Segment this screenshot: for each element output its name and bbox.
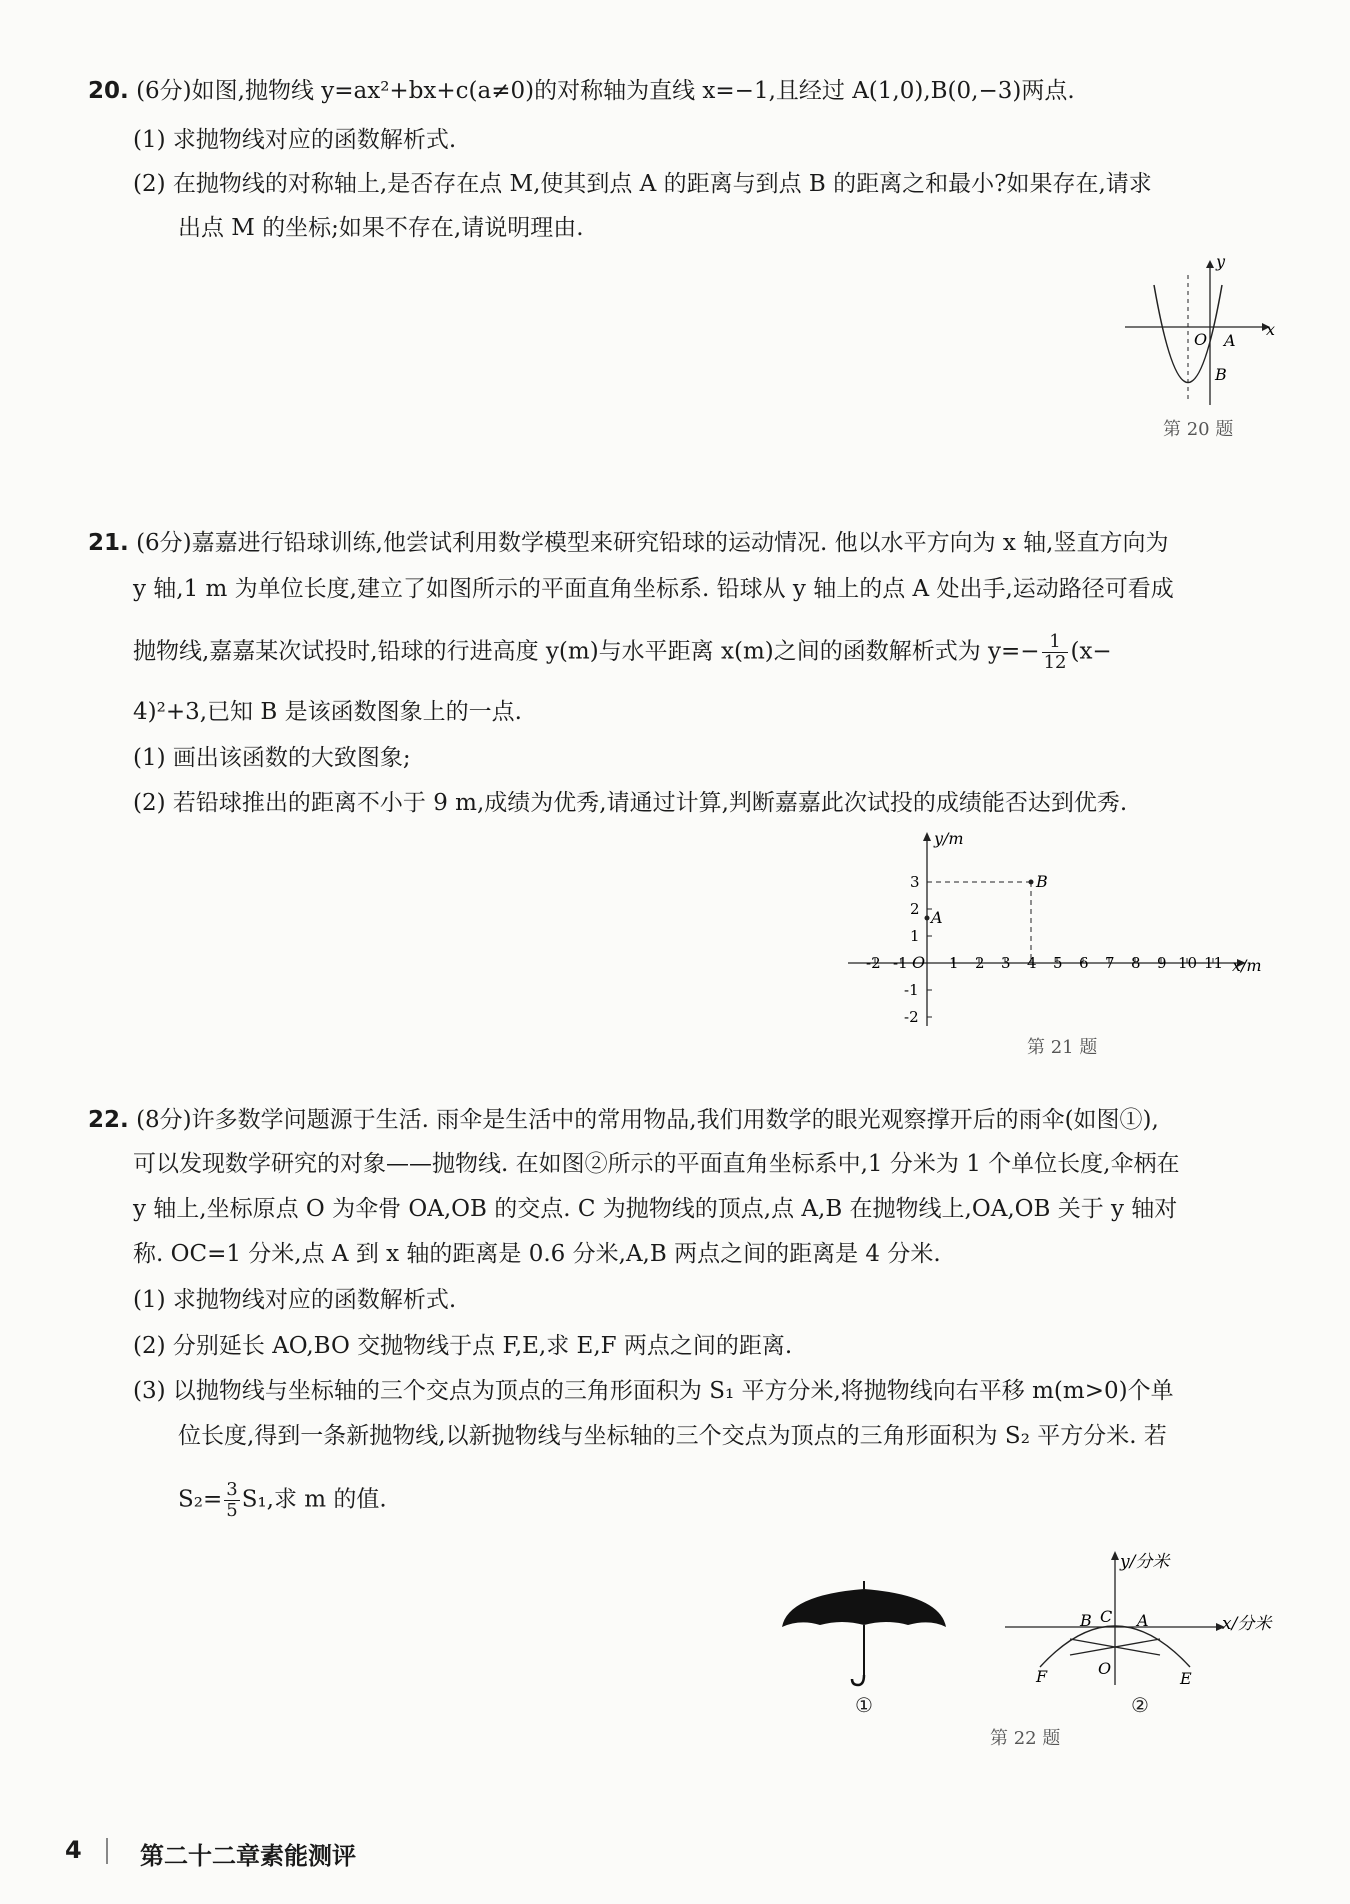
q22-fig-e: E: [1180, 1669, 1192, 1688]
q21-part1: (1) 画出该函数的大致图象;: [133, 745, 411, 771]
q21-fig-ylabel: y/m: [934, 829, 964, 848]
chapter-title: 第二十二章素能测评: [140, 1842, 356, 1870]
footer-divider: [106, 1838, 108, 1864]
q21-part2: (2) 若铅球推出的距离不小于 9 m,成绩为优秀,请通过计算,判断嘉嘉此次试投的成绩能否达到优秀.: [133, 790, 1128, 816]
q21-number: 21.: [88, 530, 129, 556]
q22-figure2: [1000, 1545, 1290, 1695]
page-number: 4: [65, 1836, 82, 1864]
q20-part1: (1) 求抛物线对应的函数解析式.: [133, 127, 457, 153]
q20-fig-x: x: [1266, 320, 1276, 339]
q22-fig2-label: ②: [1131, 1693, 1149, 1717]
q21-frac-den: 12: [1043, 652, 1067, 673]
q21-line3-text: 抛物线,嘉嘉某次试投时,铅球的行进高度 y(m)与水平距离 x(m)之间的函数解析式为 y=−: [133, 638, 1040, 665]
q22-fig-o: O: [1098, 1659, 1112, 1678]
q22-fraction: [224, 1480, 239, 1521]
umbrella-figure: [780, 1575, 960, 1690]
q20-fig-o: O: [1194, 330, 1208, 349]
q21-line4: 4)²+3,已知 B 是该函数图象上的一点.: [133, 699, 522, 725]
q20-number: 20.: [88, 78, 129, 104]
q21-fig-xlabel: x/m: [1232, 956, 1262, 975]
q22-fig-a: A: [1137, 1611, 1149, 1630]
q21-line3-tail: (x−: [1070, 638, 1112, 665]
q22-number: 22.: [88, 1107, 129, 1133]
q21-xtick: 5: [1053, 954, 1063, 972]
q22-part1: (1) 求抛物线对应的函数解析式.: [133, 1287, 457, 1313]
q22-line3: y 轴上,坐标原点 O 为伞骨 OA,OB 的交点. C 为抛物线的顶点,点 A,B 在抛物线上,OA,OB 关于 y 轴对: [133, 1196, 1178, 1222]
q22-fig-b: B: [1080, 1611, 1092, 1630]
q21-line2: y 轴,1 m 为单位长度,建立了如图所示的平面直角坐标系. 铅球从 y 轴上的点 A 处出手,运动路径可看成: [133, 576, 1174, 602]
q21-xtick: -1: [893, 954, 908, 972]
q21-ytick: -2: [904, 1008, 919, 1026]
q21-xtick: 10: [1178, 954, 1198, 972]
q20-fig-a: A: [1224, 331, 1236, 350]
q22-s1-tail: S₁,求 m 的值.: [241, 1486, 387, 1513]
q22-fig-c: C: [1100, 1607, 1113, 1626]
q21-figure: [840, 826, 1280, 1036]
q21-xtick: 1: [949, 954, 959, 972]
q21-xtick: 8: [1131, 954, 1141, 972]
q22-part2: (2) 分别延长 AO,BO 交抛物线于点 F,E,求 E,F 两点之间的距离.: [133, 1333, 793, 1359]
q21-xtick: 7: [1105, 954, 1115, 972]
q21-xtick: 11: [1204, 954, 1224, 972]
q22-s2: S₂=: [178, 1486, 223, 1513]
q21-xtick: 4: [1027, 954, 1037, 972]
q20-figure: [1120, 255, 1290, 415]
q21-xtick: 9: [1157, 954, 1167, 972]
q21-fig-origin: O: [912, 953, 926, 972]
q22-frac-num: 3: [226, 1479, 238, 1500]
q20-stem: [88, 75, 1075, 107]
q22-caption: 第 22 题: [990, 1728, 1061, 1749]
q20-fig-y: y: [1216, 255, 1226, 271]
q21-caption: 第 21 题: [1027, 1037, 1098, 1058]
q22-part3-line1: (3) 以抛物线与坐标轴的三个交点为顶点的三角形面积为 S₁ 平方分米,将抛物线向右平移 m(m>0)个单: [133, 1378, 1174, 1404]
q22-line1: [88, 1104, 1159, 1136]
q21-xtick: 2: [975, 954, 985, 972]
q22-frac-den: 5: [226, 1500, 238, 1521]
q21-ytick: 2: [910, 900, 920, 918]
q21-xtick: -2: [866, 954, 881, 972]
q20-stem-text: (6分)如图,抛物线 y=ax²+bx+c(a≠0)的对称轴为直线 x=−1,且经过 A(1,0),B(0,−3)两点.: [136, 78, 1075, 104]
q22-fig-f: F: [1036, 1667, 1048, 1686]
q22-part3-line3: [178, 1480, 387, 1521]
q22-line4: 称. OC=1 分米,点 A 到 x 轴的距离是 0.6 分米,A,B 两点之间的距离是 4 分米.: [133, 1241, 941, 1267]
q21-fig-a: A: [931, 908, 943, 927]
q22-line2: 可以发现数学研究的对象——抛物线. 在如图②所示的平面直角坐标系中,1 分米为 1 个单位长度,伞柄在: [133, 1151, 1180, 1177]
q21-xtick: 3: [1001, 954, 1011, 972]
q21-line3: [133, 632, 1112, 673]
q20-caption: 第 20 题: [1163, 419, 1234, 440]
q21-ytick: 1: [910, 927, 920, 945]
q20-fig-b: B: [1215, 365, 1227, 384]
q21-fig-b: B: [1036, 872, 1048, 891]
q21-line1: [88, 527, 1168, 559]
q22-fig1-label: ①: [855, 1693, 873, 1717]
q20-part2-line2: 出点 M 的坐标;如果不存在,请说明理由.: [178, 215, 584, 241]
q22-fig-ylabel: y/分米: [1120, 1552, 1170, 1572]
q22-fig-xlabel: x/分米: [1222, 1614, 1272, 1634]
q21-ytick: 3: [910, 873, 920, 891]
q21-ytick: -1: [904, 981, 919, 999]
q21-line1-text: (6分)嘉嘉进行铅球训练,他尝试利用数学模型来研究铅球的运动情况. 他以水平方向为 x 轴,竖直方向为: [136, 530, 1169, 556]
q20-part2-line1: (2) 在抛物线的对称轴上,是否存在点 M,使其到点 A 的距离与到点 B 的距离之和最小?如果存在,请求: [133, 171, 1152, 197]
q21-frac-num: 1: [1042, 632, 1069, 653]
q21-xtick: 6: [1079, 954, 1089, 972]
q21-fraction: [1042, 632, 1069, 673]
q22-line1-text: (8分)许多数学问题源于生活. 雨伞是生活中的常用物品,我们用数学的眼光观察撑开后的雨伞(如图①),: [136, 1107, 1159, 1133]
q22-part3-line2: 位长度,得到一条新抛物线,以新抛物线与坐标轴的三个交点为顶点的三角形面积为 S₂ 平方分米. 若: [178, 1423, 1167, 1449]
